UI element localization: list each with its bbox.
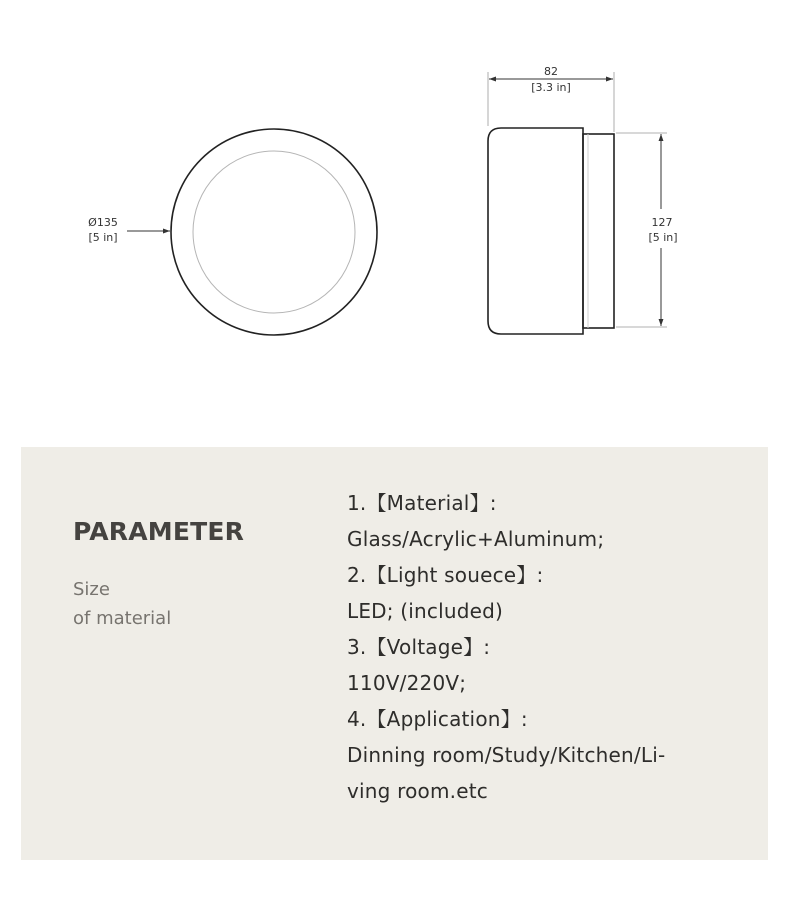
spec-material-value: Glass/Acrylic+Aluminum; xyxy=(347,527,605,551)
dimension-drawing xyxy=(0,0,790,420)
front-inner-circle xyxy=(193,151,355,313)
height-label: 127 xyxy=(651,216,673,229)
parameter-subtitle-line1: Size xyxy=(73,579,110,600)
side-view-shade xyxy=(488,128,583,334)
front-outer-circle xyxy=(171,129,377,335)
parameter-panel xyxy=(21,447,768,860)
side-view xyxy=(488,128,614,334)
parameter-subtitle-line2: of material xyxy=(73,608,172,629)
spec-voltage-heading: 3.【Voltage】: xyxy=(347,635,491,659)
width-label: 82 xyxy=(544,65,558,78)
height-label-inches: [5 in] xyxy=(648,231,678,244)
spec-application-value-line1: Dinning room/Study/Kitchen/Li- xyxy=(347,743,666,767)
front-view xyxy=(171,129,377,335)
spec-application-value-line2: ving room.etc xyxy=(347,779,488,803)
spec-list xyxy=(347,485,757,809)
spec-light-source-value: LED; (included) xyxy=(347,599,504,623)
parameter-title: PARAMETER xyxy=(73,517,245,546)
diameter-label-inches: [5 in] xyxy=(88,231,118,244)
diameter-label: Ø135 xyxy=(88,216,118,229)
spec-application-heading: 4.【Application】: xyxy=(347,707,528,731)
spec-material-heading: 1.【Material】: xyxy=(347,491,497,515)
spec-voltage-value: 110V/220V; xyxy=(347,671,467,695)
spec-light-source-heading: 2.【Light souece】: xyxy=(347,563,544,587)
width-label-inches: [3.3 in] xyxy=(531,81,571,94)
